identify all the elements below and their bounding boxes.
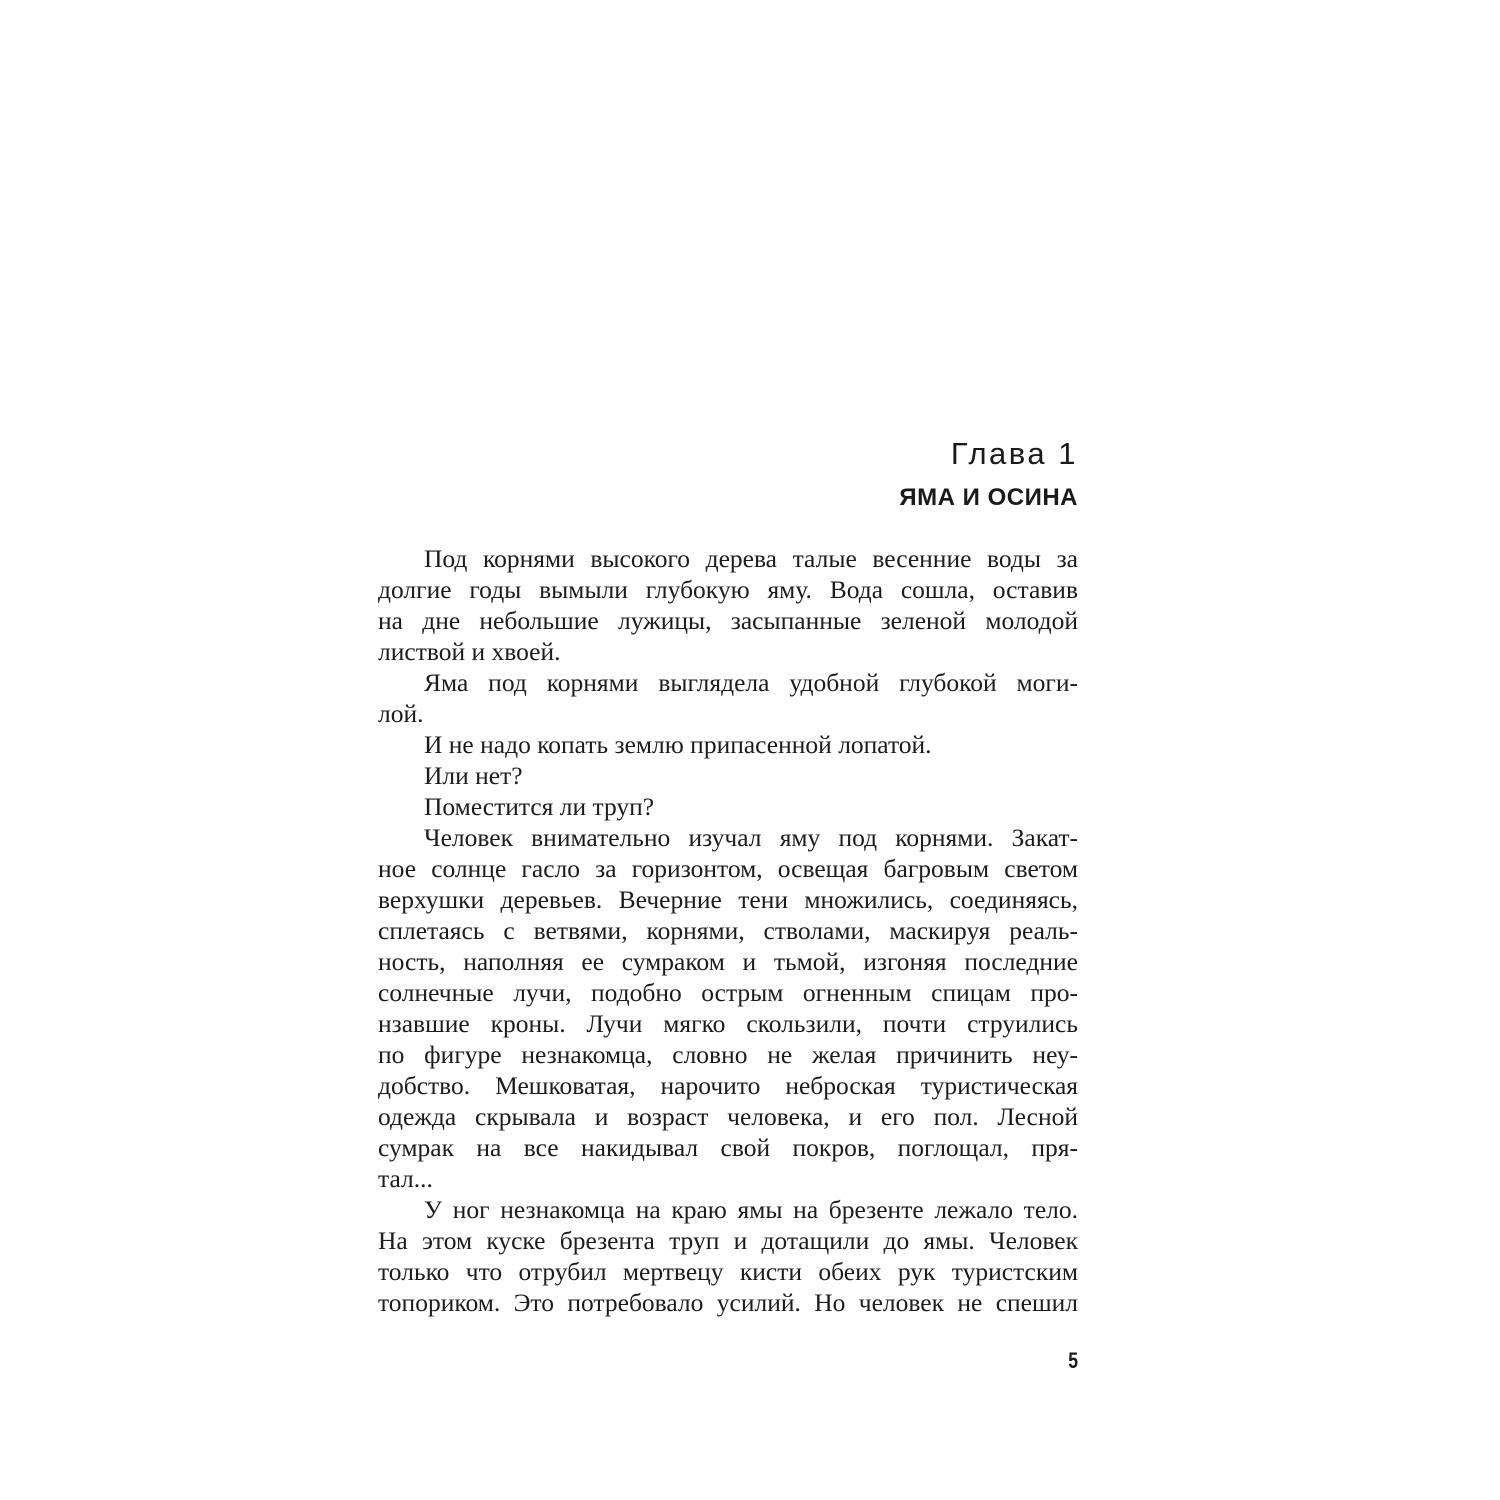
text-line: Под корнями высокого дерева талые весенние воды за bbox=[424, 544, 1078, 573]
text-line: топориком. Это потребовало усилий. Но человек не спешил bbox=[378, 1288, 1078, 1317]
text-line: У ног незнакомца на краю ямы на брезенте лежало тело. bbox=[424, 1195, 1078, 1224]
text-line: И не надо копать землю припасенной лопатой. bbox=[424, 730, 932, 759]
chapter-title: ЯМА И ОСИНА bbox=[899, 484, 1078, 511]
text-line: лой. bbox=[378, 699, 424, 728]
text-line: на дне небольшие лужицы, засыпанные зеленой молодой bbox=[378, 606, 1078, 635]
text-line: сплетаясь с ветвями, корнями, стволами, маскируя реаль- bbox=[378, 916, 1078, 945]
text-line: одежда скрывала и возраст человека, и его пол. Лесной bbox=[378, 1102, 1078, 1131]
text-line: нзавшие кроны. Лучи мягко скользили, почти струились bbox=[378, 1009, 1078, 1038]
text-line: долгие годы вымыли глубокую яму. Вода сошла, оставив bbox=[378, 575, 1078, 604]
text-line: На этом куске брезента труп и дотащили до ямы. Человек bbox=[378, 1226, 1078, 1255]
text-line: тал... bbox=[378, 1164, 433, 1193]
text-line: Поместится ли труп? bbox=[424, 792, 655, 821]
text-line: сумрак на все накидывал свой покров, поглощал, пря- bbox=[378, 1133, 1078, 1162]
body-text bbox=[378, 543, 1078, 1318]
text-line: листвой и хвоей. bbox=[378, 637, 561, 666]
text-line: верхушки деревьев. Вечерние тени множились, соединяясь, bbox=[378, 885, 1078, 914]
text-line: добство. Мешковатая, нарочито неброская туристическая bbox=[378, 1071, 1078, 1100]
chapter-number: Глава 1 bbox=[950, 436, 1078, 471]
text-line: ное солнце гасло за горизонтом, освещая багровым светом bbox=[378, 854, 1078, 883]
text-line: только что отрубил мертвецу кисти обеих рук туристским bbox=[378, 1257, 1078, 1286]
text-line: Человек внимательно изучал яму под корнями. Закат- bbox=[424, 823, 1078, 852]
text-line: Яма под корнями выглядела удобной глубокой моги- bbox=[424, 668, 1078, 697]
text-line: ность, наполняя ее сумраком и тьмой, изгоняя последние bbox=[378, 947, 1078, 976]
page-number: 5 bbox=[1068, 1348, 1078, 1373]
text-line: Или нет? bbox=[424, 761, 523, 790]
text-line: солнечные лучи, подобно острым огненным спицам про- bbox=[378, 978, 1078, 1007]
text-line: по фигуре незнакомца, словно не желая причинить неу- bbox=[378, 1040, 1078, 1069]
